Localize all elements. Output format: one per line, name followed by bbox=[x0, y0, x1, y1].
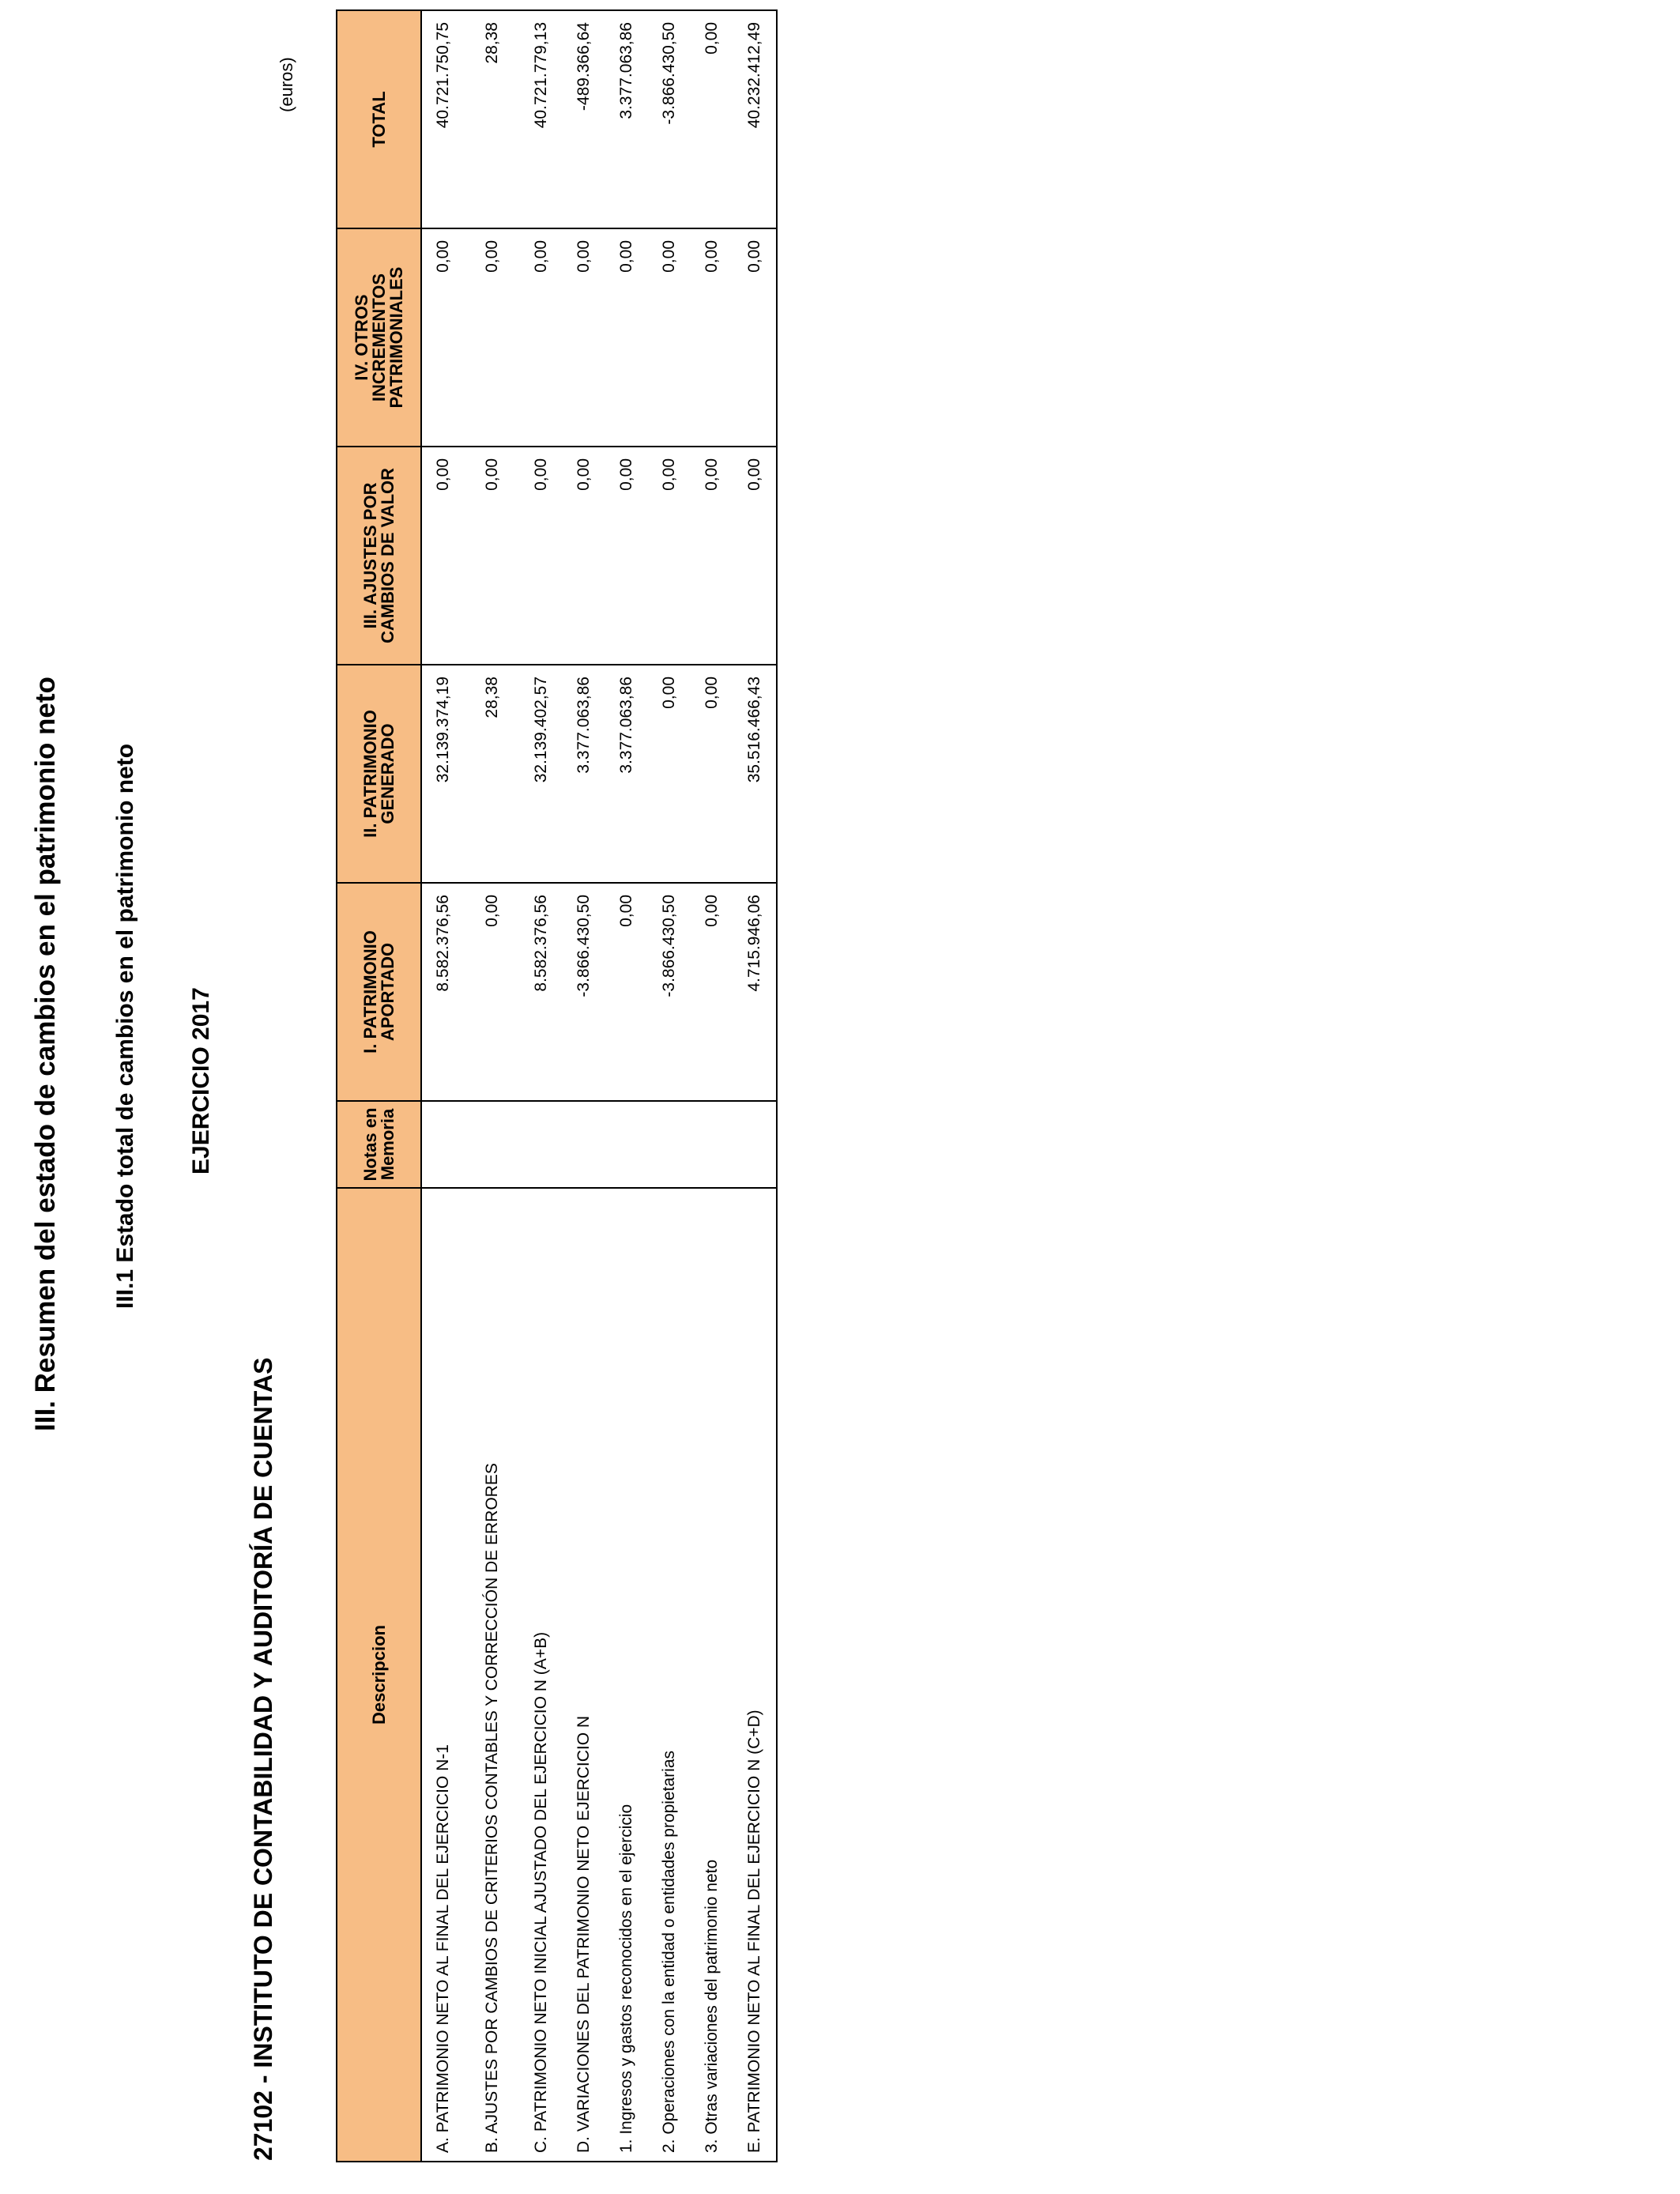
row-notes bbox=[520, 1101, 563, 1188]
row-otros: 0,00 bbox=[733, 228, 777, 447]
row-aportado: -3.866.430,50 bbox=[563, 883, 605, 1101]
row-notes bbox=[648, 1101, 691, 1188]
row-ajustes: 0,00 bbox=[605, 447, 648, 665]
row-total: 0,00 bbox=[691, 10, 733, 228]
row-description: B. AJUSTES POR CAMBIOS DE CRITERIOS CONTABLES Y CORRECCIÓN DE ERRORES bbox=[465, 1188, 520, 2162]
document-title: III. Resumen del estado de cambios en el patrimonio neto bbox=[30, 677, 61, 1431]
table-row bbox=[421, 10, 465, 2162]
row-ajustes: 0,00 bbox=[648, 447, 691, 665]
row-description: 2. Operaciones con la entidad o entidades propietarias bbox=[648, 1188, 691, 2162]
table-row bbox=[605, 10, 648, 2162]
equity-changes-table bbox=[336, 9, 778, 2162]
row-total: 28,38 bbox=[465, 10, 520, 228]
table-row bbox=[563, 10, 605, 2162]
row-generado: 3.377.063,86 bbox=[563, 665, 605, 883]
currency-unit: (euros) bbox=[277, 57, 296, 112]
row-total: 3.377.063,86 bbox=[605, 10, 648, 228]
row-ajustes: 0,00 bbox=[465, 447, 520, 665]
row-ajustes: 0,00 bbox=[421, 447, 465, 665]
header-total: TOTAL bbox=[337, 10, 421, 228]
row-generado: 32.139.374,19 bbox=[421, 665, 465, 883]
row-otros: 0,00 bbox=[648, 228, 691, 447]
fiscal-year-heading: EJERCICIO 2017 bbox=[188, 987, 214, 1174]
row-total: -489.366,64 bbox=[563, 10, 605, 228]
header-patrimonio-aportado: I. PATRIMONIO APORTADO bbox=[337, 883, 421, 1101]
row-otros: 0,00 bbox=[691, 228, 733, 447]
row-aportado: 0,00 bbox=[605, 883, 648, 1101]
row-ajustes: 0,00 bbox=[563, 447, 605, 665]
row-otros: 0,00 bbox=[465, 228, 520, 447]
row-aportado: 8.582.376,56 bbox=[520, 883, 563, 1101]
row-notes bbox=[563, 1101, 605, 1188]
header-patrimonio-generado: II. PATRIMONIO GENERADO bbox=[337, 665, 421, 883]
row-aportado: 4.715.946,06 bbox=[733, 883, 777, 1101]
row-description: 3. Otras variaciones del patrimonio neto bbox=[691, 1188, 733, 2162]
row-notes bbox=[421, 1101, 465, 1188]
row-generado: 35.516.466,43 bbox=[733, 665, 777, 883]
row-otros: 0,00 bbox=[520, 228, 563, 447]
row-aportado: 0,00 bbox=[465, 883, 520, 1101]
row-notes bbox=[733, 1101, 777, 1188]
section-subtitle: III.1 Estado total de cambios en el patrimonio neto bbox=[112, 743, 138, 1309]
row-generado: 28,38 bbox=[465, 665, 520, 883]
row-otros: 0,00 bbox=[563, 228, 605, 447]
row-total: -3.866.430,50 bbox=[648, 10, 691, 228]
row-total: 40.721.750,75 bbox=[421, 10, 465, 228]
header-descripcion: Descripcion bbox=[337, 1188, 421, 2162]
row-ajustes: 0,00 bbox=[520, 447, 563, 665]
table-row bbox=[520, 10, 563, 2162]
table-row bbox=[691, 10, 733, 2162]
table-header-row bbox=[337, 10, 421, 2162]
row-description: 1. Ingresos y gastos reconocidos en el ejercicio bbox=[605, 1188, 648, 2162]
table-row bbox=[648, 10, 691, 2162]
row-notes bbox=[465, 1101, 520, 1188]
table-row bbox=[465, 10, 520, 2162]
entity-name: 27102 - INSTITUTO DE CONTABILIDAD Y AUDITORÍA DE CUENTAS bbox=[249, 1357, 277, 2161]
header-otros-incrementos: IV. OTROS INCREMENTOS PATRIMONIALES bbox=[337, 228, 421, 447]
row-aportado: 8.582.376,56 bbox=[421, 883, 465, 1101]
row-description: D. VARIACIONES DEL PATRIMONIO NETO EJERCICIO N bbox=[563, 1188, 605, 2162]
row-otros: 0,00 bbox=[421, 228, 465, 447]
row-aportado: -3.866.430,50 bbox=[648, 883, 691, 1101]
table-row bbox=[733, 10, 777, 2162]
row-generado: 32.139.402,57 bbox=[520, 665, 563, 883]
header-notas: Notas en Memoria bbox=[337, 1101, 421, 1188]
row-generado: 0,00 bbox=[648, 665, 691, 883]
row-total: 40.721.779,13 bbox=[520, 10, 563, 228]
row-total: 40.232.412,49 bbox=[733, 10, 777, 228]
row-otros: 0,00 bbox=[605, 228, 648, 447]
row-notes bbox=[691, 1101, 733, 1188]
row-description: A. PATRIMONIO NETO AL FINAL DEL EJERCICIO N-1 bbox=[421, 1188, 465, 2162]
header-ajustes-valor: III. AJUSTES POR CAMBIOS DE VALOR bbox=[337, 447, 421, 665]
row-generado: 0,00 bbox=[691, 665, 733, 883]
row-aportado: 0,00 bbox=[691, 883, 733, 1101]
row-description: E. PATRIMONIO NETO AL FINAL DEL EJERCICIO N (C+D) bbox=[733, 1188, 777, 2162]
row-description: C. PATRIMONIO NETO INICIAL AJUSTADO DEL EJERCICIO N (A+B) bbox=[520, 1188, 563, 2162]
row-notes bbox=[605, 1101, 648, 1188]
row-ajustes: 0,00 bbox=[733, 447, 777, 665]
row-ajustes: 0,00 bbox=[691, 447, 733, 665]
row-generado: 3.377.063,86 bbox=[605, 665, 648, 883]
